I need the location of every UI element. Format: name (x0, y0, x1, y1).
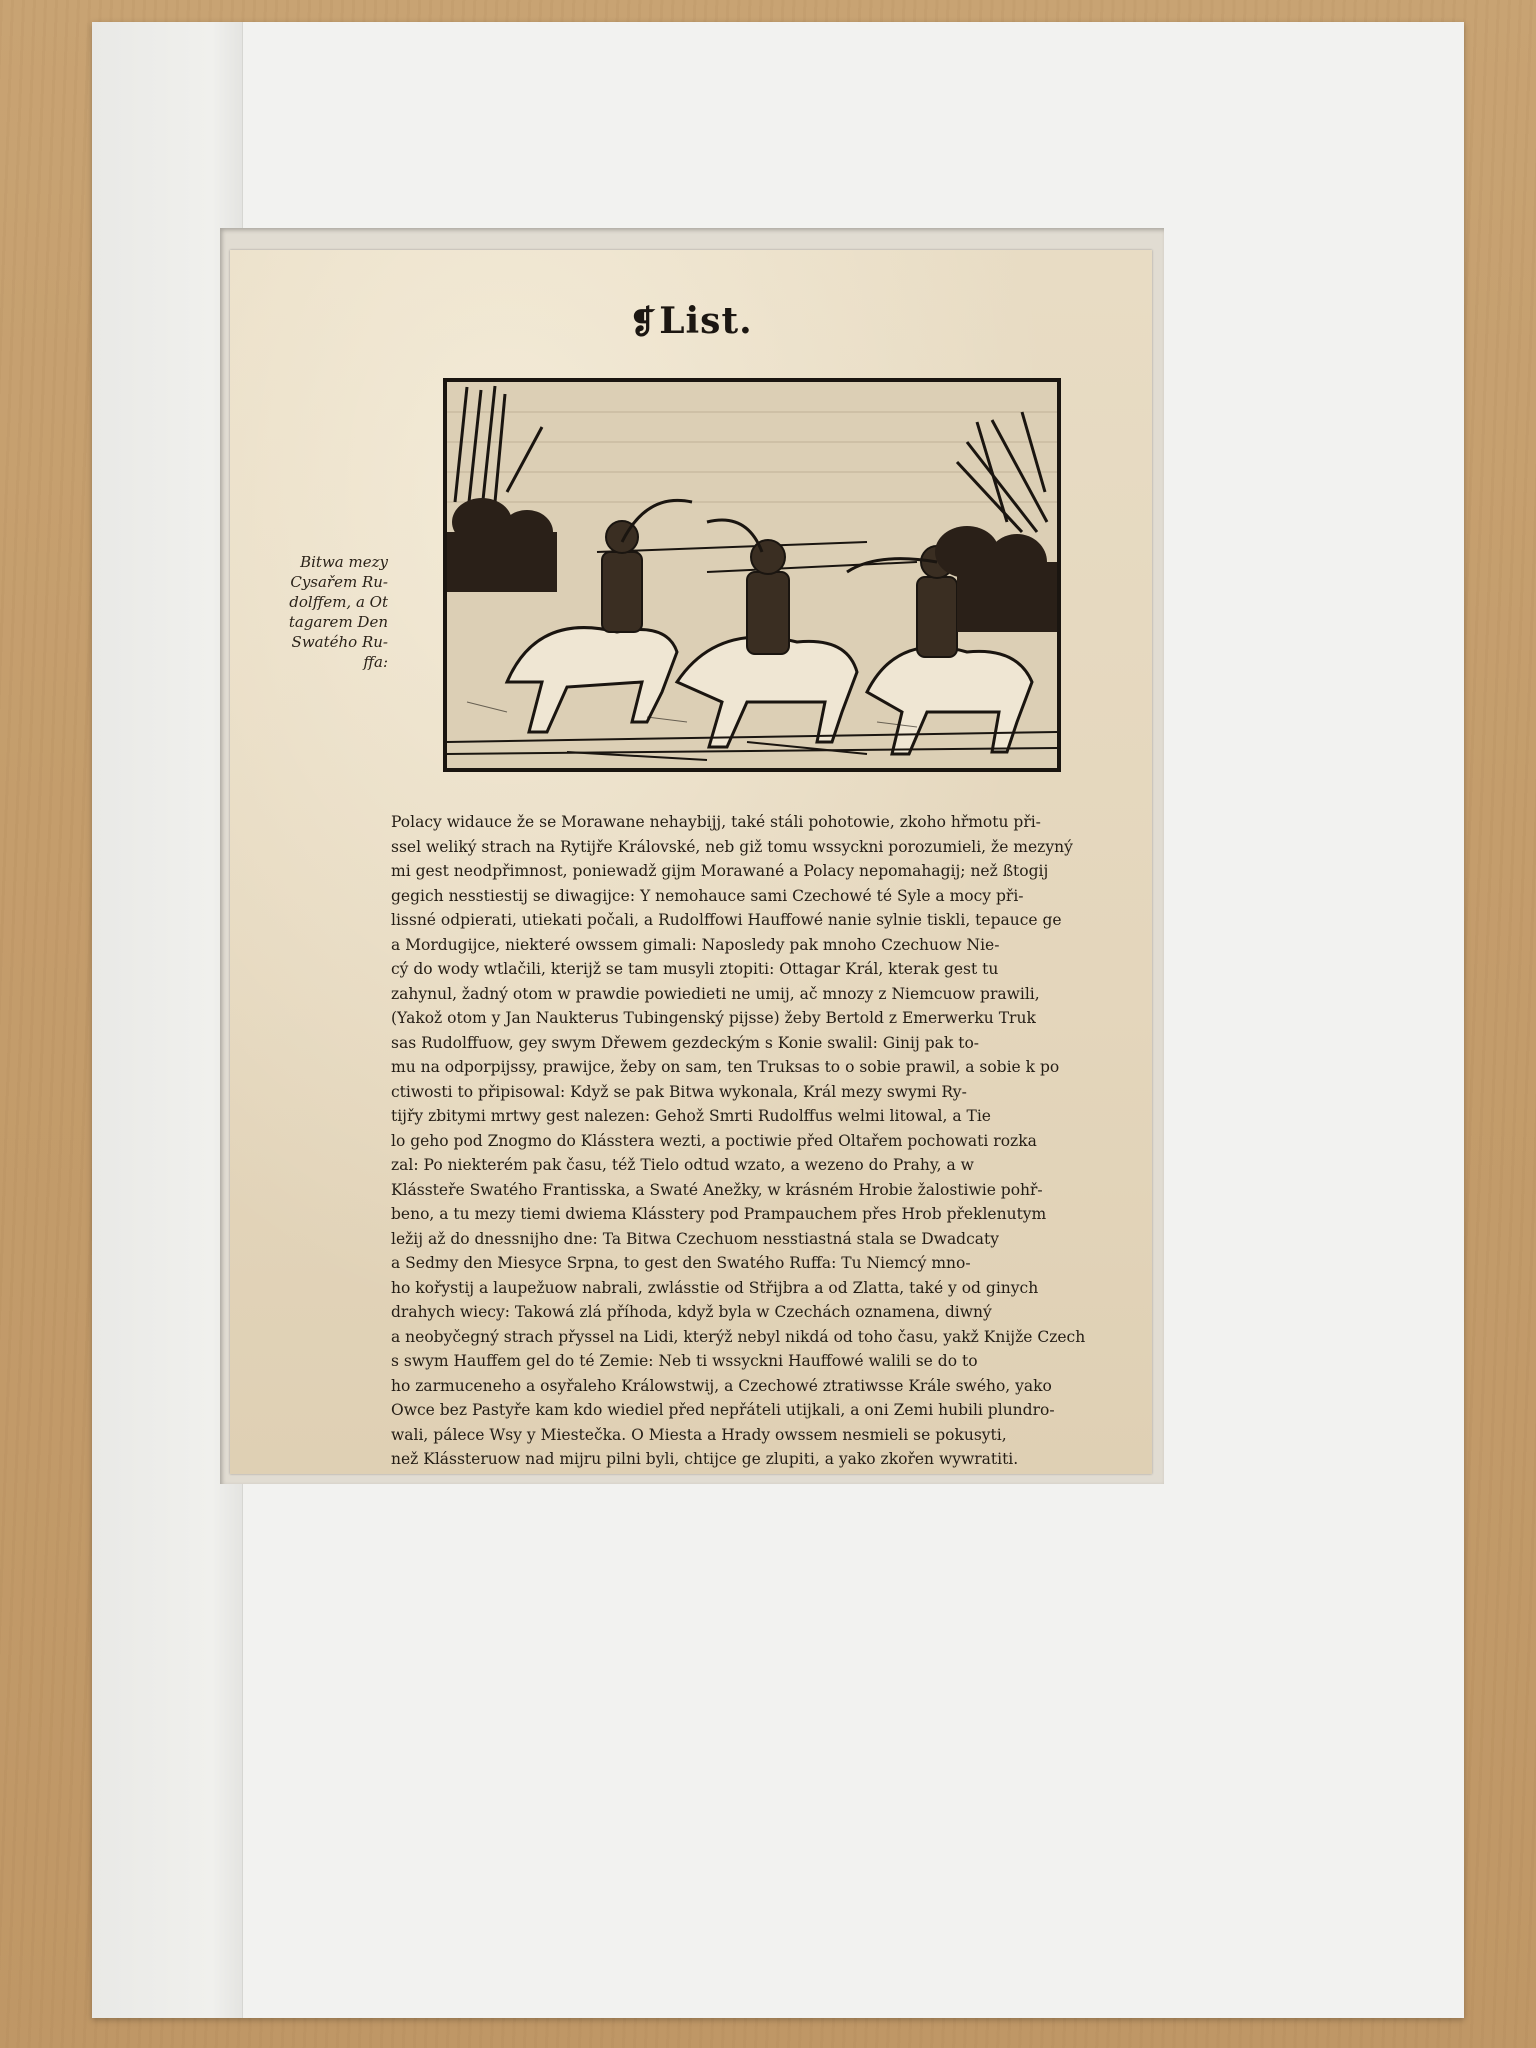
text-line: Klássteře Swatého Frantisska, a Swaté Anežky, w krásném Hrobie žalostiwie pohř- (391, 1180, 1043, 1199)
text-line: Polacy widauce že se Morawane nehaybijj, také stáli pohotowie, zkoho hřmotu při- (391, 813, 1041, 831)
text-line: ho kořystij a laupežuow nabrali, zwlásstie od Střijbra a od Zlatta, také y od ginych (391, 1278, 1039, 1297)
text-line: a Sedmy den Miesyce Srpna, to gest den Swatého Ruffa: Tu Niemcý mno- (391, 1254, 971, 1272)
page-heading-text: List. (659, 300, 753, 342)
woodcut-illustration (443, 378, 1061, 772)
text-line: cý do wody wtlačili, kterijž se tam musyli ztopiti: Ottagar Král, kterak gest tu (391, 960, 999, 978)
mat-window (220, 228, 1164, 1484)
text-line: ctiwosti to připisowal: Když se pak Bitwa wykonala, Král mezy swymi Ry- (391, 1082, 967, 1101)
text-line: než Klássteruow nad mijru pilni byli, chtijce ge zlupiti, a yako zkořen wywratiti. (391, 1450, 1019, 1468)
text-line: ho zarmuceneho a osyřaleho Králowstwij, a Czechowé ztratiwsse Krále swého, yako (391, 1376, 1052, 1395)
text-line: tijřy zbitymi mrtwy gest nalezen: Gehož Smrti Rudolffus welmi litowal, a Tie (391, 1107, 991, 1125)
text-line: mu na odporpijssy, prawijce, žeby on sam, ten Truksas to o sobie prawil, a sobie k po (391, 1058, 1060, 1076)
text-line: s swym Hauffem gel do té Zemie: Neb ti wssyckni Hauffowé walili se do to (391, 1352, 978, 1370)
battle-scene-image (447, 382, 1057, 768)
margin-note (260, 552, 388, 672)
text-line: sas Rudolffuow, gey swym Dřewem gezdeckým s Konie swalil: Ginij pak to- (391, 1033, 980, 1052)
page-heading (230, 300, 1152, 342)
printed-leaf (230, 250, 1152, 1474)
text-line: beno, a tu mezy tiemi dwiema Klásstery pod Prampauchem přes Hrob překlenutym (391, 1205, 1047, 1223)
margin-note-line: ffa: (363, 653, 388, 671)
text-line: a Mordugijce, niekteré owssem gimali: Naposledy pak mnoho Czechuow Nie- (391, 935, 1000, 954)
text-line: Owce bez Pastyře kam kdo wiediel před nepřáteli utijkali, a oni Zemi hubili plundro- (391, 1401, 1055, 1419)
text-line: drahych wiecy: Takowá zlá příhoda, když byla w Czechách oznamena, diwný (391, 1303, 992, 1321)
text-line: zahynul, žadný otom w prawdie powiedieti ne umij, ač mnozy z Niemcuow prawili, (391, 984, 1040, 1003)
margin-note-line: Cysařem Ru- (290, 573, 388, 591)
text-line: (Yakož otom y Jan Naukterus Tubingenský pijsse) žeby Bertold z Emerwerku Truk (391, 1009, 1036, 1027)
text-line: mi gest neodpřimnost, poniewadž gijm Morawané a Polacy nepomahagij; než ßtogij (391, 862, 1049, 880)
margin-note-line: tagarem Den (288, 613, 388, 631)
text-line: a neobyčegný strach přyssel na Lidi, kterýž nebyl nikdá od toho času, yakž Knijže Czech (391, 1327, 1086, 1346)
text-line: ležij až do dnessnijho dne: Ta Bitwa Czechuom nesstiastná stala se Dwadcaty (391, 1229, 1000, 1248)
text-line: zal: Po niekterém pak času, též Tielo odtud wzato, a wezeno do Prahy, a w (391, 1156, 974, 1174)
text-line: lissné odpierati, utiekati počali, a Rudolffowi Hauffowé nanie sylnie tiskli, tepauce ge (391, 911, 1062, 929)
margin-note-line: Bitwa mezy (300, 553, 388, 571)
text-line: ssel weliký strach na Rytijře Královské, neb giž tomu wssyckni porozumieli, že mezyný (391, 837, 1073, 856)
body-text (391, 810, 1097, 1472)
margin-note-line: dolffem, a Ot (289, 593, 388, 611)
text-line: lo geho pod Znogmo do Klásstera wezti, a poctiwie před Oltařem pochowati rozka (391, 1131, 1037, 1150)
pilcrow-icon: ❡ (629, 303, 658, 341)
text-line: gegich nesstiestij se diwagijce: Y nemohauce sami Czechowé té Syle a mocy při- (391, 886, 1024, 905)
text-line: wali, pálece Wsy y Miestečka. O Miesta a Hrady owssem nesmieli se pokusyti, (391, 1425, 1007, 1444)
margin-note-line: Swatého Ru- (291, 633, 388, 651)
